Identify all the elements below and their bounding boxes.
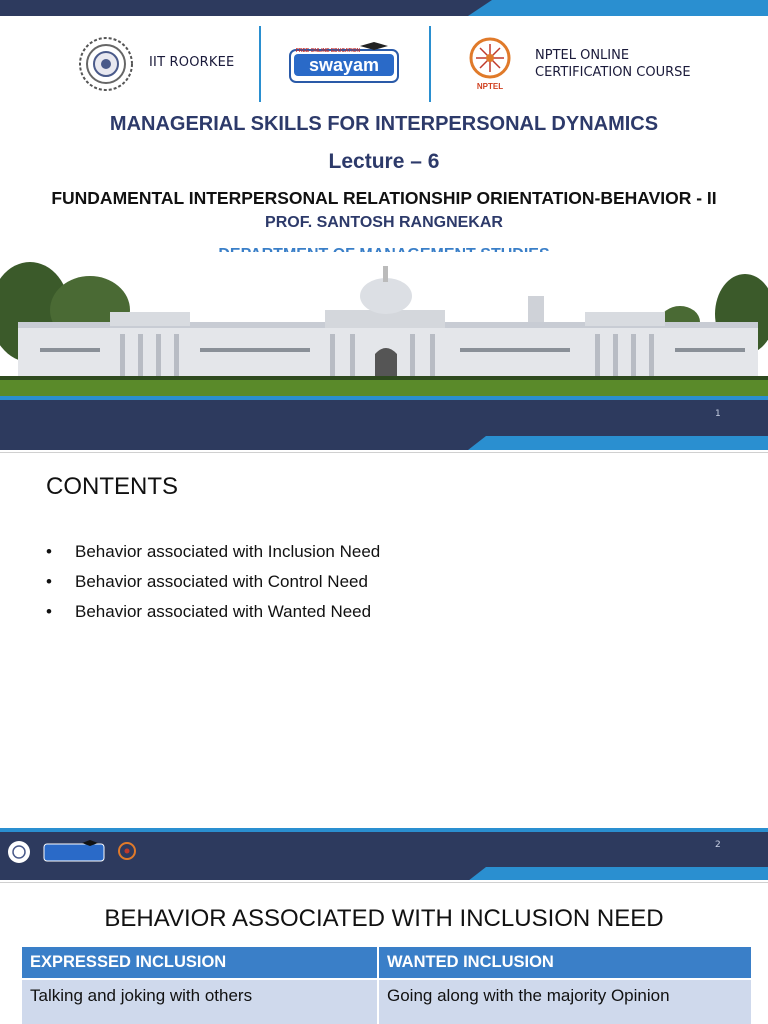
nptel-badge: NPTEL (476, 82, 504, 91)
list-item-text: Behavior associated with Inclusion Need (75, 542, 381, 561)
nptel-line1: NPTEL ONLINE (535, 48, 630, 63)
page-number: 1 (715, 409, 721, 419)
nptel-label (535, 47, 691, 81)
list-item (46, 567, 380, 597)
nptel-emblem-icon (466, 36, 514, 92)
table-header-row (22, 947, 752, 979)
list-item (46, 597, 380, 627)
iit-roorkee-label: IIT ROORKEE (149, 55, 235, 70)
inclusion-need-slide (0, 882, 768, 1024)
title-slide (0, 0, 768, 450)
contents-slide (0, 452, 768, 880)
swayam-name: swayam (308, 55, 380, 75)
contents-list (46, 537, 380, 627)
top-banner (0, 0, 768, 16)
table-header-cell: EXPRESSED INCLUSION (22, 947, 378, 979)
bullet-icon: • (46, 602, 52, 621)
nptel-emblem-icon (119, 843, 135, 859)
contents-title: CONTENTS (46, 473, 178, 500)
table-row (22, 979, 752, 1024)
footer-logos (6, 840, 146, 864)
list-item (46, 537, 380, 567)
lecture-topic: FUNDAMENTAL INTERPERSONAL RELATIONSHIP ORIENTATION-BEHAVIOR - II (51, 188, 717, 208)
lecture-number: Lecture – 6 (328, 150, 440, 173)
page-number: 2 (715, 840, 721, 850)
divider (259, 26, 261, 102)
bullet-icon: • (46, 572, 52, 591)
inclusion-table (22, 947, 753, 1024)
iit-roorkee-emblem-icon (78, 36, 134, 92)
bottom-banner (0, 828, 768, 880)
nptel-line2: CERTIFICATION COURSE (535, 65, 691, 80)
table-cell: Going along with the majority Opinion (378, 979, 752, 1024)
course-title: MANAGERIAL SKILLS FOR INTERPERSONAL DYNAMICS (109, 113, 659, 135)
list-item-text: Behavior associated with Wanted Need (75, 602, 372, 621)
table-header-cell: WANTED INCLUSION (378, 947, 752, 979)
swayam-logo-icon (288, 40, 400, 90)
divider (429, 26, 431, 102)
logo-row (0, 22, 768, 106)
bottom-banner (0, 396, 768, 450)
slide-title: BEHAVIOR ASSOCIATED WITH INCLUSION NEED (104, 905, 664, 932)
swayam-logo-icon (44, 840, 104, 861)
list-item-text: Behavior associated with Control Need (75, 572, 368, 591)
bullet-icon: • (46, 542, 52, 561)
professor-name: PROF. SANTOSH RANGNEKAR (265, 214, 503, 231)
swayam-tag: FREE ONLINE EDUCATION (295, 48, 361, 54)
campus-building-image (0, 252, 768, 398)
iit-roorkee-emblem-icon (8, 841, 30, 863)
table-cell: Talking and joking with others (22, 979, 378, 1024)
